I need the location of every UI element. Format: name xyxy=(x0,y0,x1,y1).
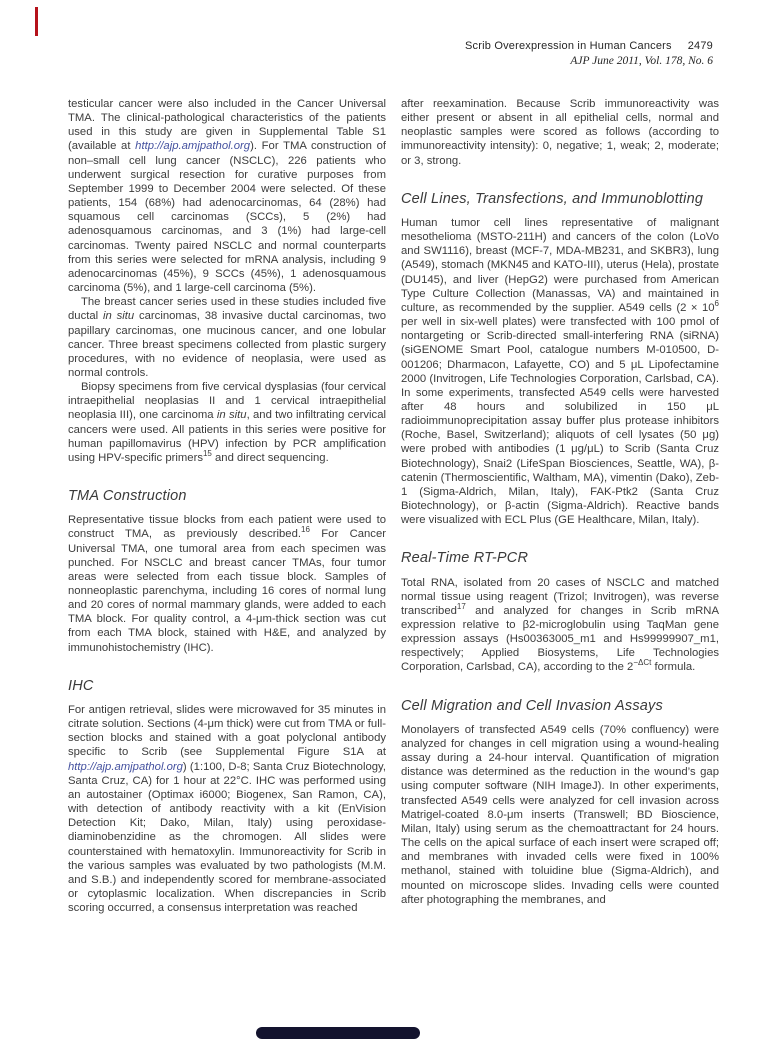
body-paragraph: Representative tissue blocks from each patient were used to construct TMA, as previously described.$^{16}$ For Cancer Universal TMA, one tumoral area from each specimen was punched. For NSCLC and breast cancer TMAs, four tumor areas were selected from each tissue block. Samples of nonneoplastic parenchyma, including 16 cores of normal lung and 20 cores of normal mammary glands, were added to each TMA block. For quality control, a 4-μm-thick section was cut from each TMA block, stained with H&E, and analyzed by immunohistochemistry (IHC). xyxy=(68,514,386,654)
body-paragraph: testicular cancer were also included in the Cancer Universal TMA. The clinical-pathological characteristics of the patients used in this study are given in Supplemental Table S1 (available at http://ajp.amjpathol.org). For TMA construction of non–small cell lung cancer (NSCLC), 226 patients who underwent surgical resection for curative purposes from September 1999 to December 2004 were selected. Of these patients, 154 (68%) had adenocarcinomas, 64 (28%) had squamous cell carcinomas (SCCs), 5 (2%) had adenosquamous carcinomas, and 3 (1%) had large-cell carcinomas. Twenty paired NSCLC and normal counterparts from this series were selected for mRNA analysis, including 9 adenocarcinomas (45%), 9 SCCs (45%), 1 adenosquamous carcinoma (5%), and 1 large-cell carcinoma (5%). xyxy=(68,98,386,295)
body-paragraph: Total RNA, isolated from 20 cases of NSCLC and matched normal tissue using reagent (Trizol; Invitrogen), was reverse transcribed$^{17}$ and analyzed for changes in Scrib mRNA expression relative to β2-microglobulin using TaqMan gene expression assays (Hs00363005_m1 and Hs99999907_m1, respectively; Applied Biosystems, Life Technologies Corporation, Carlsbad, CA), according to the $2^{-\Delta Ct}$ formula. xyxy=(401,576,719,674)
section-heading: Cell Lines, Transfections, and Immunoblotting xyxy=(401,190,704,207)
red-margin-mark xyxy=(35,7,38,36)
body-paragraph: after reexamination. Because Scrib immunoreactivity was either present or absent in all epithelial cells, normal and neoplastic samples were scored as follows (according to immunoreactivity intensity): 0, negative; 1, weak; 2, moderate; or 3, strong. xyxy=(401,98,719,167)
body-paragraph: Biopsy specimens from five cervical dysplasias (four cervical intraepithelial neoplasias II and 1 cervical intraepithelial neoplasia III), one carcinoma in situ, and two infiltrating cervical cancers were used. All patients in this series were positive for human papillomavirus (HPV) infection by PCR amplification using HPV-specific primers$^{15}$ and direct sequencing. xyxy=(68,381,386,464)
body-paragraph: For antigen retrieval, slides were microwaved for 35 minutes in citrate solution. Sections (4-μm thick) were cut from TMA or full-section blocks and stained with a goat polyclonal antibody specific to Scrib (see Supplemental Figure S1A at http://ajp.amjpathol.org) (1:100, D-8; Santa Cruz Biotechnology, Santa Cruz, CA) for 1 hour at 22°C. IHC was performed using an autostainer (Optimax i6000; Biogenex, San Ramon, CA), with detection of antibody reactivity with a kit (EnVision Detection Kit; Dako, Milan, Italy) using peroxidase-diaminobenzidine as the chromogen. All slides were counterstained with hematoxylin. Immunoreactivity for Scrib in the various samples was evaluated by two pathologists (M.M. and S.B.) and independently scored for membrane-associated or cytoplasmic localization. When discrepancies in Scrib scoring occurred, a consensus interpretation was reached xyxy=(68,703,386,915)
journal-url-link[interactable]: http://ajp.amjpathol.org xyxy=(68,760,183,773)
running-head xyxy=(465,40,713,54)
body-paragraph: Monolayers of transfected A549 cells (70% confluency) were analyzed for changes in cell migration using a wound-healing assay during a 24-hour interval. Quantification of migration distance was determined as the reduction in the wound’s gap using computer software (NIH ImageJ). In other experiments, transfected A549 cells were analyzed for cell invasion across Matrigel-coated 8.0-μm inserts (Transwell; BD Bioscience, Milan, Italy) using serum as the chemoattractant for 24 hours. The cells on the apical surface of each insert were scraped off; and membranes with invaded cells were fixed in 100% methanol, stained with toluidine blue (Sigma-Aldrich), and mounted on microscope slides. Invading cells were counted after photographing the membranes, and xyxy=(401,723,719,906)
page-header xyxy=(465,40,713,68)
running-title: Scrib Overexpression in Human Cancers xyxy=(465,40,672,52)
body-paragraph: The breast cancer series used in these studies included five ductal in situ carcinomas, 38 invasive ductal carcinomas, two papillary carcinomas, one mucinous cancer, and one lobular cancer. Three breast specimens collected from plastic surgery procedures, with no evidence of neoplasia, were used as normal controls. xyxy=(68,296,386,379)
section-heading: IHC xyxy=(68,677,94,694)
journal-citation: AJP June 2011, Vol. 178, No. 6 xyxy=(570,54,713,67)
page-number: 2479 xyxy=(687,40,713,52)
section-heading: Real-Time RT-PCR xyxy=(401,550,529,567)
left-column xyxy=(68,97,386,1037)
body-paragraph: Human tumor cell lines representative of malignant mesothelioma (MSTO-211H) and cancers of the colon (LoVo and SW1116), breast (MCF-7, MDA-MB231, and SKBR3), lung (A549), stomach (MKN45 and KATO-III), uterus (Hela), prostate (DU145), and liver (HepG2) were purchased from American Type Culture Collection (Manassas, VA) and maintained in culture, as recommended by the supplier. A549 cells ($2 \times 10^6$ per well in six-well plates) were transfected with 100 pmol of nontargeting or Scrib-directed small-interfering RNA (siRNA) (siGENOME Smart Pool, catalogue numbers M-010500, D-001206; Dharmacon, Lafayette, CO) and 5 μL Lipofectamine 2000 (Invitrogen, Life Technologies Corporation, Carlsbad, CA). In some experiments, transfected A549 cells were harvested after 48 hours and solubilized in 150 μL radioimmunoprecipitation assay buffer plus protease inhibitors (Roche, Basel, Switzerland); aliquots of cell lysates (50 μg) were probed with antibodies (1 μg/μL) to Scrib (Santa Cruz Biotechnology), Snai2 (LifeSpan Biosciences, Seattle, WA), β-catenin (Thermoscientific, Waltham, MA), vimentin (Dako), Zeb-1 (Sigma-Aldrich, Milan, Italy), FAK-Ptk2 (Santa Cruz Biotechnology), or β-actin (Sigma-Aldrich). Reactive bands were visualized with ECL Plus (GE Healthcare, Milan, Italy). xyxy=(401,216,719,527)
right-column xyxy=(401,97,719,1037)
home-indicator-bar xyxy=(256,1027,420,1039)
journal-url-link[interactable]: http://ajp.amjpathol.org xyxy=(135,140,251,153)
section-heading: Cell Migration and Cell Invasion Assays xyxy=(401,697,663,714)
section-heading: TMA Construction xyxy=(68,488,187,505)
